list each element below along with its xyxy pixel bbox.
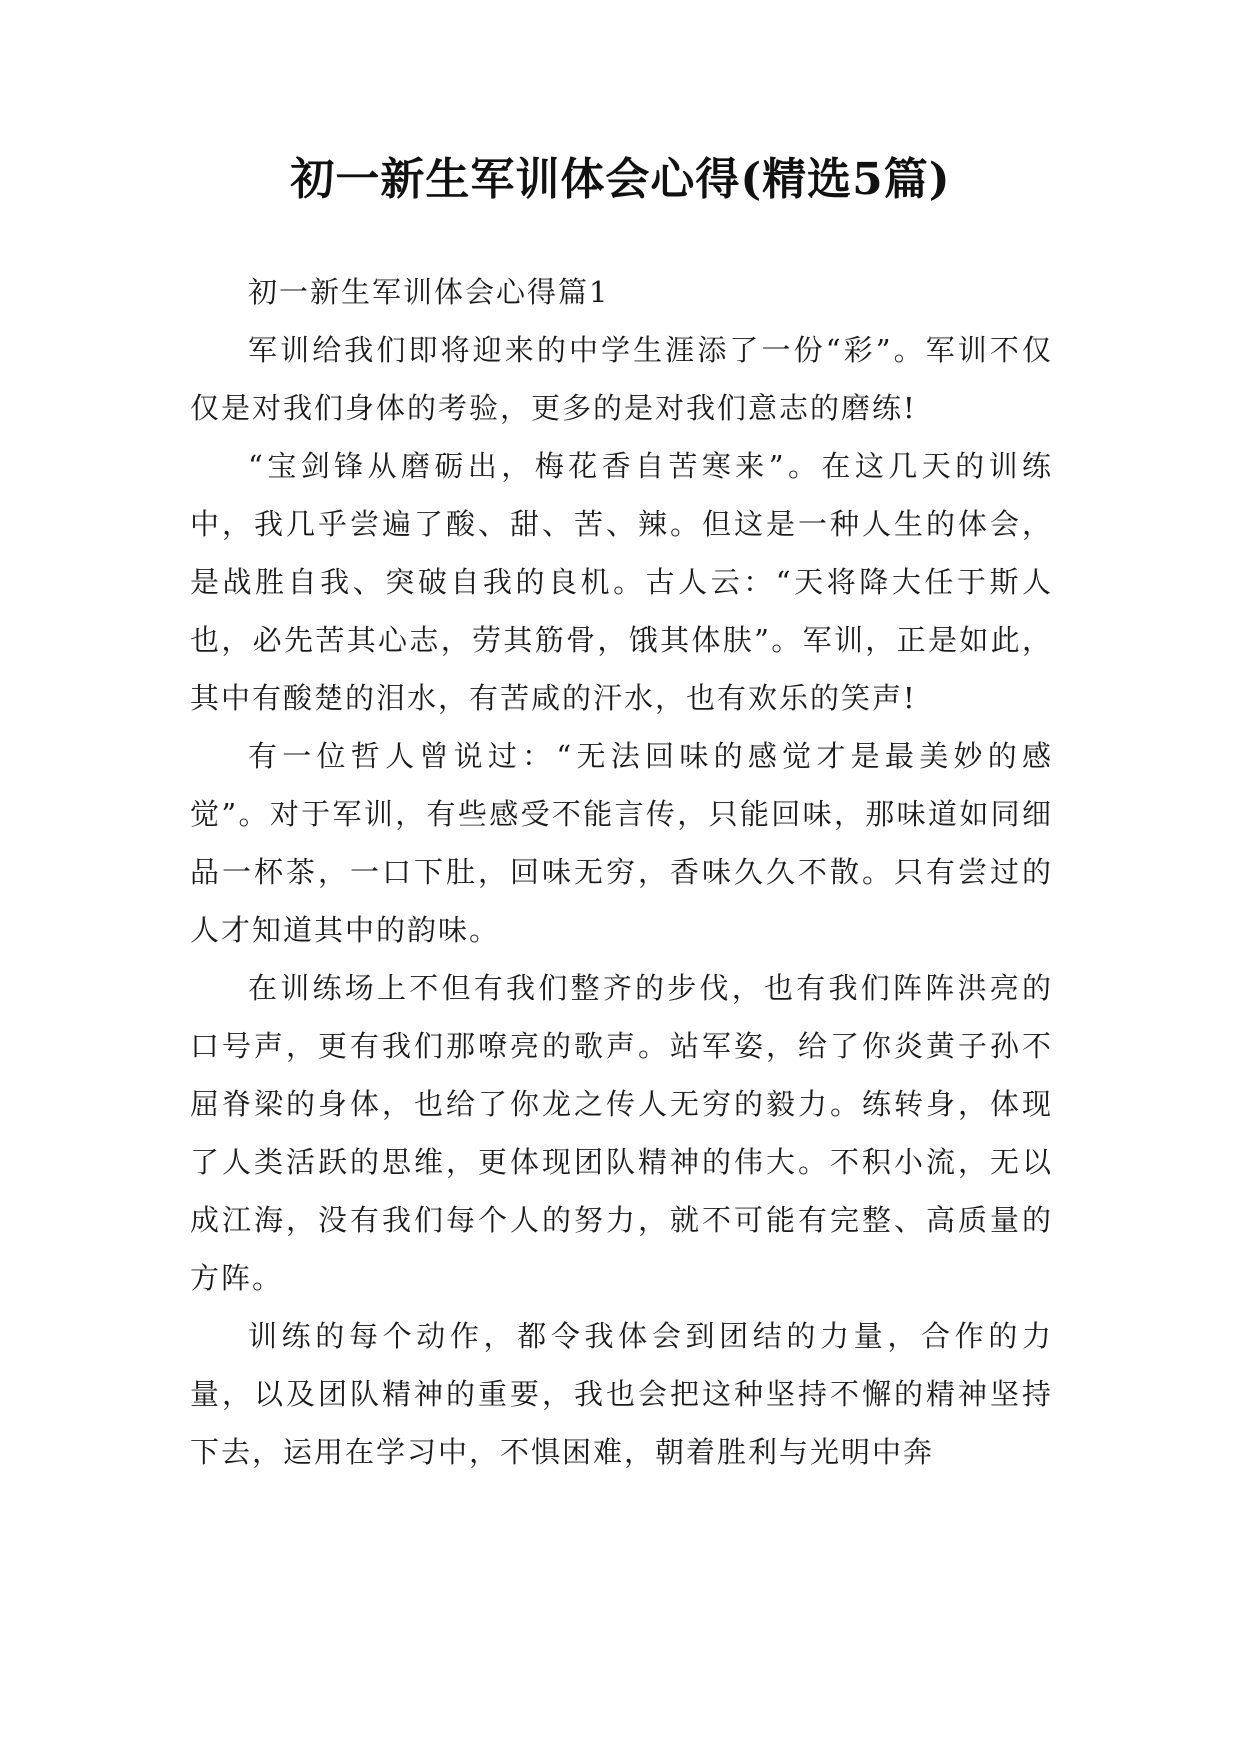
section-heading: 初一新生军训体会心得篇1 xyxy=(248,275,610,309)
paragraph: 军训给我们即将迎来的中学生涯添了一份“彩”。军训不仅仅是对我们身体的考验，更多的是对我们意志的磨练! xyxy=(190,333,1053,425)
paragraph: 训练的每个动作，都令我体会到团结的力量，合作的力量，以及团队精神的重要，我也会把这种坚持不懈的精神坚持下去，运用在学习中，不惧困难，朝着胜利与光明中奔 xyxy=(190,1319,1053,1469)
document-body xyxy=(190,263,1053,1481)
paragraph: 有一位哲人曾说过：“无法回味的感觉才是最美妙的感觉”。对于军训，有些感受不能言传，只能回味，那味道如同细品一杯茶，一口下肚，回味无穷，香味久久不散。只有尝过的人才知道其中的韵味。 xyxy=(190,739,1053,947)
document-title: 初一新生军训体会心得(精选5篇) xyxy=(290,154,951,205)
paragraph: “宝剑锋从磨砺出，梅花香自苦寒来”。在这几天的训练中，我几乎尝遍了酸、甜、苦、辣。但这是一种人生的体会，是战胜自我、突破自我的良机。古人云：“天将降大任于斯人也，必先苦其心志，劳其筋骨，饿其体肤”。军训，正是如此，其中有酸楚的泪水，有苦咸的汗水，也有欢乐的笑声! xyxy=(190,449,1053,715)
paragraph: 在训练场上不但有我们整齐的步伐，也有我们阵阵洪亮的口号声，更有我们那嘹亮的歌声。站军姿，给了你炎黄子孙不屈脊梁的身体，也给了你龙之传人无穷的毅力。练转身，体现了人类活跃的思维，更体现团队精神的伟大。不积小流，无以成江海，没有我们每个人的努力，就不可能有完整、高质量的方阵。 xyxy=(190,971,1053,1295)
